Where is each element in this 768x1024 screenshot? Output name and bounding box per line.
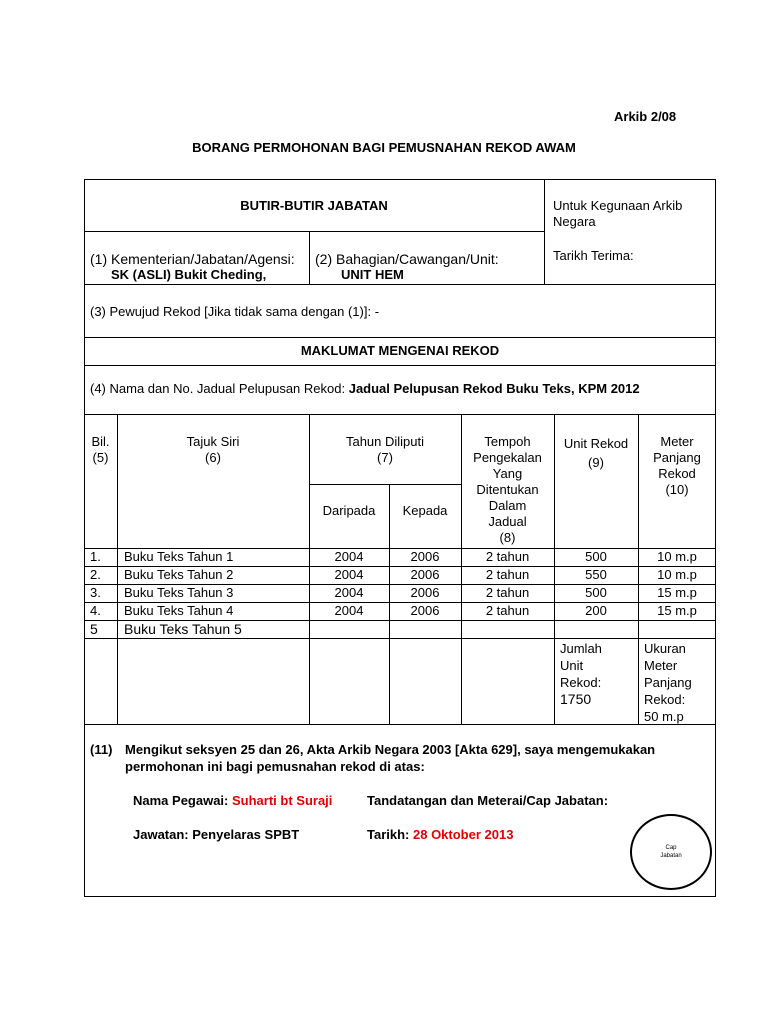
col-tajuk: Tajuk Siri: [186, 434, 240, 449]
declaration-number: (11): [90, 742, 113, 757]
table-cell-daripada: 2004: [334, 585, 364, 600]
table-cell-tajuk: Buku Teks Tahun 5: [124, 621, 242, 637]
table-cell-bil: 4.: [90, 603, 101, 618]
received-date-label: Tarikh Terima:: [553, 248, 634, 263]
form-reference: Arkib 2/08: [614, 109, 677, 124]
records-header: MAKLUMAT MENGENAI REKOD: [300, 343, 500, 358]
table-cell-tajuk: Buku Teks Tahun 1: [124, 549, 234, 564]
table-cell-bil: 5: [90, 621, 98, 637]
rule: [309, 231, 310, 284]
table-cell-unit: 550: [585, 567, 607, 582]
table-cell-unit: 200: [585, 603, 607, 618]
officer-label: Nama Pegawai:: [133, 793, 232, 808]
dept-header: BUTIR-BUTIR JABATAN: [240, 198, 388, 213]
col-unit-num: (9): [588, 455, 604, 470]
department-stamp: [630, 814, 712, 890]
rule: [84, 414, 716, 415]
date-value: 28 Oktober 2013: [413, 827, 514, 842]
col-bil-num: (5): [92, 450, 109, 465]
rule: [84, 231, 544, 232]
col-bil: Bil.: [91, 434, 110, 449]
position-label: Jawatan: Penyelaras SPBT: [133, 827, 300, 842]
table-cell-kepada: 2006: [410, 585, 440, 600]
table-cell-daripada: 2004: [334, 567, 364, 582]
table-cell-meter: 10 m.p: [657, 549, 697, 564]
rule: [84, 337, 716, 338]
table-cell-kepada: 2006: [410, 603, 440, 618]
col-tahun: Tahun Diliputi: [345, 434, 425, 449]
rule: [544, 179, 545, 284]
col-unit: Unit Rekod: [563, 436, 629, 451]
stamp-text-2: Jabatan: [660, 853, 682, 859]
col-kepada: Kepada: [402, 503, 448, 518]
table-cell-meter: 15 m.p: [657, 585, 697, 600]
table-cell-unit: 500: [585, 549, 607, 564]
table-cell-tajuk: Buku Teks Tahun 3: [124, 585, 234, 600]
ministry-label: (1) Kementerian/Jabatan/Agensi:: [90, 251, 295, 267]
form-frame: [84, 179, 716, 897]
date-label: Tarikh:: [367, 827, 413, 842]
schedule-line: [90, 381, 640, 397]
col-tahun-num: (7): [377, 450, 393, 465]
table-cell-kepada: 2006: [410, 567, 440, 582]
table-cell-bil: 2.: [90, 567, 101, 582]
table-cell-tempoh: 2 tahun: [485, 603, 530, 618]
date-line: [367, 827, 513, 843]
table-cell-tajuk: Buku Teks Tahun 4: [124, 603, 234, 618]
declaration-line-2: permohonan ini bagi pemusnahan rekod di atas:: [125, 759, 425, 774]
table-cell-tajuk: Buku Teks Tahun 2: [124, 567, 234, 582]
rule: [84, 724, 716, 725]
table-cell-bil: 1.: [90, 549, 101, 564]
creator-label: (3) Pewujud Rekod [Jika tidak sama dengan (1)]: -: [90, 304, 380, 319]
col-tajuk-num: (6): [205, 450, 221, 465]
rule: [84, 284, 716, 285]
total-meter: Ukuran Meter Panjang Rekod: 50 m.p: [644, 641, 692, 724]
col-tempoh: Tempoh Pengekalan Yang Ditentukan Dalam Jadual (8): [473, 434, 542, 545]
schedule-value: Jadual Pelupusan Rekod Buku Teks, KPM 2012: [348, 381, 640, 396]
schedule-label: (4) Nama dan No. Jadual Pelupusan Rekod:: [90, 381, 349, 396]
declaration-line-1: Mengikut seksyen 25 dan 26, Akta Arkib Negara 2003 [Akta 629], saya mengemukakan: [125, 742, 656, 757]
stamp-text: Cap: [665, 845, 677, 851]
archive-use-label-2: Negara: [553, 214, 596, 229]
table-cell-bil: 3.: [90, 585, 101, 600]
table-cell-tempoh: 2 tahun: [485, 585, 530, 600]
rule: [84, 365, 716, 366]
table-cell-daripada: 2004: [334, 603, 364, 618]
table-cell-tempoh: 2 tahun: [485, 549, 530, 564]
rule: [309, 484, 461, 485]
officer-line: [133, 793, 332, 809]
col-meter: Meter Panjang Rekod (10): [653, 434, 701, 497]
form-title: BORANG PERMOHONAN BAGI PEMUSNAHAN REKOD AWAM: [192, 140, 576, 155]
table-cell-meter: 15 m.p: [657, 603, 697, 618]
table-cell-unit: 500: [585, 585, 607, 600]
table-cell-daripada: 2004: [334, 549, 364, 564]
rule: [84, 638, 716, 639]
table-cell-tempoh: 2 tahun: [485, 567, 530, 582]
signature-label: Tandatangan dan Meterai/Cap Jabatan:: [367, 793, 609, 808]
total-unit: Jumlah Unit Rekod: 1750: [560, 641, 602, 707]
officer-name: Suharti bt Suraji: [232, 793, 333, 808]
division-value: UNIT HEM: [341, 267, 404, 282]
table-cell-kepada: 2006: [410, 549, 440, 564]
table-cell-meter: 10 m.p: [657, 567, 697, 582]
division-label: (2) Bahagian/Cawangan/Unit:: [315, 251, 499, 267]
col-daripada: Daripada: [322, 503, 376, 518]
ministry-value: SK (ASLI) Bukit Cheding,: [111, 267, 267, 282]
archive-use-label: Untuk Kegunaan Arkib: [553, 198, 683, 213]
